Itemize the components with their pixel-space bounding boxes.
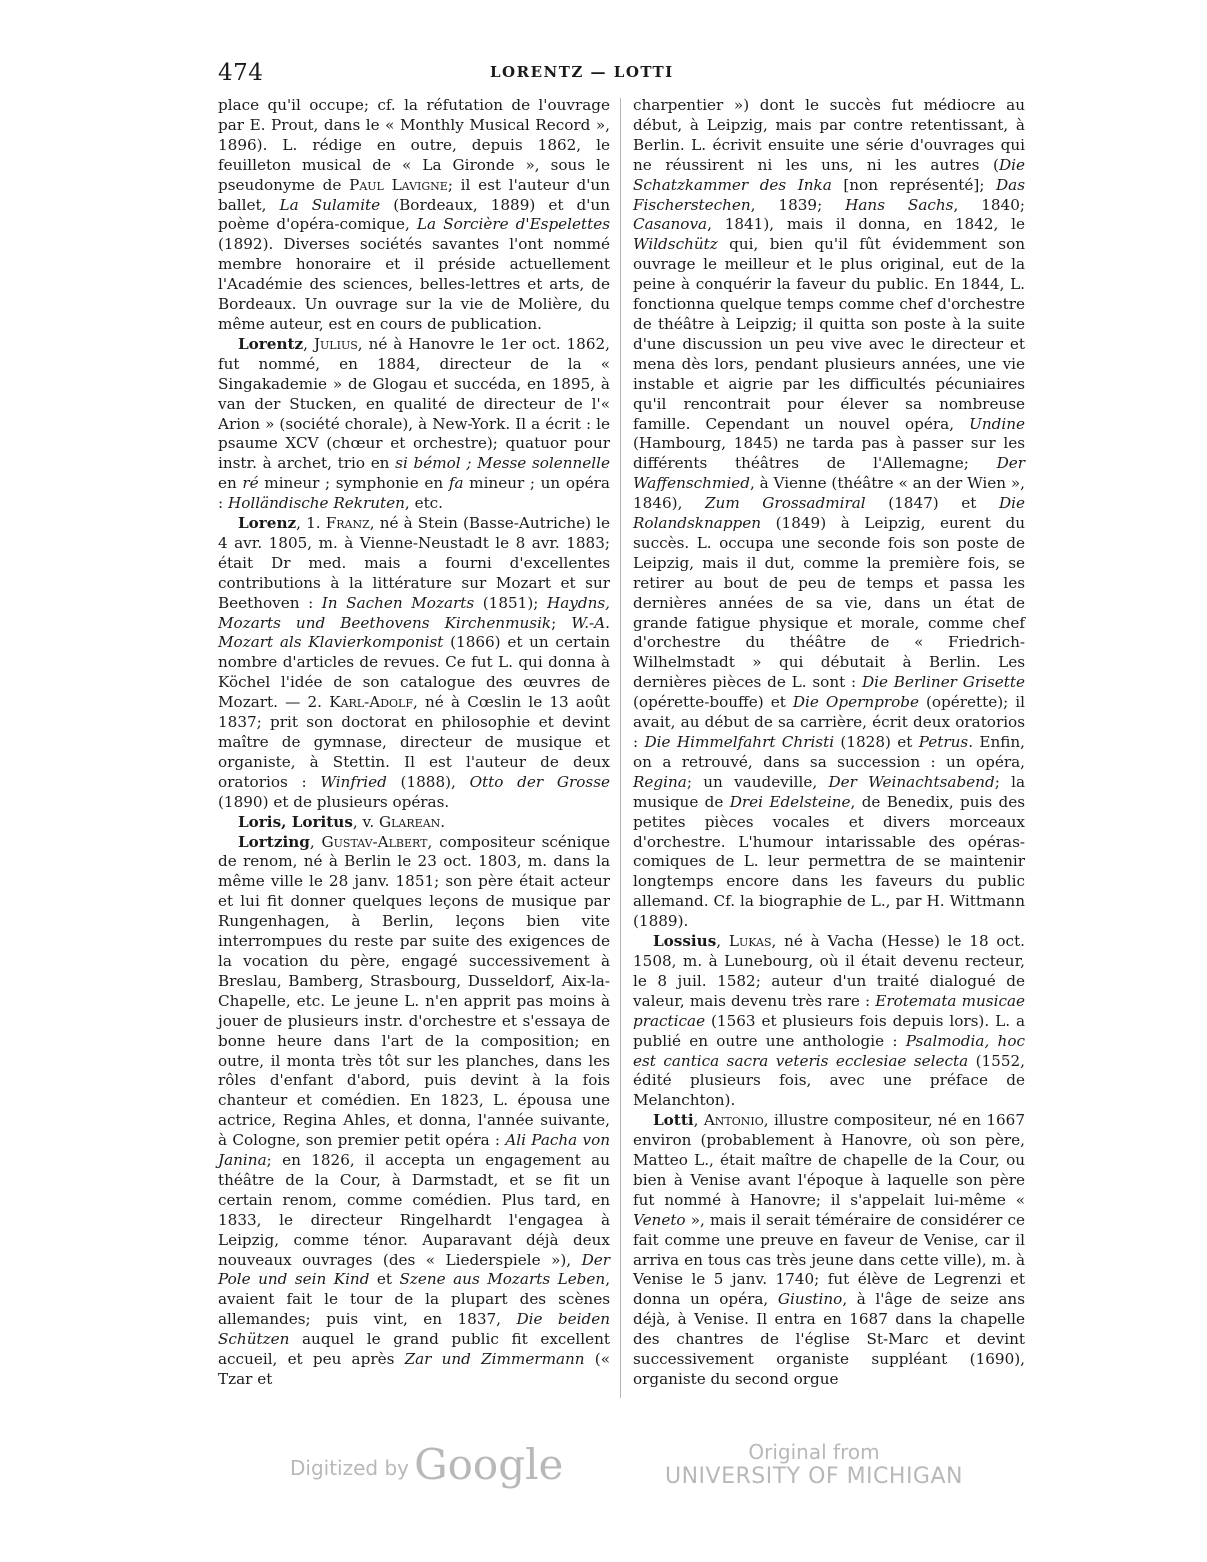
column-divider xyxy=(620,98,621,1398)
entry-lossius: Lossius, Lukas, né à Vacha (Hesse) le 18 oct. 1508, m. à Lunebourg, où il était devenu recteur, le 8 juil. 1582; auteur d'un traité dialogué de valeur, mais devenu très rare : Erotemata musicae practicae (1563 et plusieurs fois depuis lors). L. a publié en outre une anthologie : Psalmodia, hoc est cantica sacra veteris ecclesiae selecta (1552, édité plusieurs fois, avec une préface de Melanchton). xyxy=(633,932,1025,1110)
entry-lorenz: Lorenz, 1. Franz, né à Stein (Basse-Autriche) le 4 avr. 1805, m. à Vienne-Neustadt le 8 avr. 1883; était Dr med. mais a fourni d'excellentes contributions à la littérature sur Mozart et sur Beethoven : In Sachen Mozarts (1851); Haydns, Mozarts und Beethovens Kirchenmusik; W.-A. Mozart als Klavierkomponist (1866) et un certain nombre d'articles de revues. Ce fut L. qui donna à Köchel l'idée de son catalogue des œuvres de Mozart. — 2. Karl-Adolf, né à Cœslin le 13 août 1837; prit son doctorat en philosophie et devint maître de gymnase, directeur de musique et organiste, à Stettin. Il est l'auteur de deux oratorios : Winfried (1888), Otto der Grosse (1890) et de plusieurs opéras. xyxy=(218,514,610,811)
original-from-label: Original from xyxy=(748,1440,880,1464)
digitized-by-label: Digitized by xyxy=(290,1456,409,1480)
entry-lortzing: Lortzing, Gustav-Albert, compositeur scénique de renom, né à Berlin le 23 oct. 1803, m. dans la même ville le 28 janv. 1851; son père était acteur et lui fit donner quelques leçons de musique par Rungenhagen, à Berlin, leçons bien vite interrompues du reste par suite des exigences de la vocation du père, engagé successivement à Breslau, Bamberg, Strasbourg, Dusseldorf, Aix-la-Chapelle, etc. Le jeune L. n'en apprit pas moins à jouer de plusieurs instr. d'orchestre et s'essaya de bonne heure dans l'art de la composition; en outre, il monta très tôt sur les planches, dans les rôles d'enfant d'abord, puis devint à la fois chanteur et comédien. En 1823, L. épousa une actrice, Regina Ahles, et donna, l'année suivante, à Cologne, son premier petit opéra : Ali Pacha von Janina; en 1826, il accepta un engagement au théâtre de la Cour, à Darmstadt, et se fit un certain renom, comme comédien. Plus tard, en 1833, le directeur Ringelhardt l'engagea à Leipzig, comme ténor. Auparavant déjà deux nouveaux ouvrages (des « Liederspiele »), Der Pole und sein Kind et Szene aus Mozarts Leben, avaient fait le tour de la plupart des scènes allemandes; puis vint, en 1837, Die beiden Schützen auquel le grand public fit excellent accueil, et peu après Zar und Zimmermann (« Tzar et xyxy=(218,832,611,1388)
running-head: LORENTZ — LOTTI xyxy=(490,63,674,81)
right-column xyxy=(633,96,1025,1390)
source-watermark xyxy=(665,1440,963,1489)
google-watermark xyxy=(290,1440,563,1489)
entry-lorentz: Lorentz, Julius, né à Hanovre le 1er oct. 1862, fut nommé, en 1884, directeur de la « Singakademie » de Glogau et succéda, en 1895, à van der Stucken, en qualité de directeur de l'« Arion » (société chorale), à New-York. Il a écrit : le psaume XCV (chœur et orchestre); quatuor pour instr. à archet, trio en si bémol ; Messe solennelle en ré mineur ; symphonie en fa mineur ; un opéra : Holländische Rekruten, etc. xyxy=(218,334,611,513)
left-column xyxy=(218,96,610,1390)
entry-loris: Loris, Loritus, v. Glarean. xyxy=(238,812,446,831)
entry-lotti: Lotti, Antonio, illustre compositeur, né en 1667 environ (probablement à Hanovre, où son père, Matteo L., était maître de chapelle de la Cour, ou bien à Venise avant l'époque à laquelle son père fut nommé à Hanovre; il s'appelait lui-même « Veneto », mais il serait téméraire de considérer ce fait comme une preuve en faveur de Venise, car il arriva en tous cas très jeune dans cette ville), m. à Venise le 5 janv. 1740; fut élève de Legrenzi et donna un opéra, Giustino, à l'âge de seize ans déjà, à Venise. Il entra en 1687 dans la chapelle des chantres de l'église St-Marc et devint successivement organiste suppléant (1690), organiste du second orgue xyxy=(633,1111,1025,1388)
university-label: UNIVERSITY OF MICHIGAN xyxy=(665,1464,963,1489)
entry-continuation: place qu'il occupe; cf. la réfutation de l'ouvrage par E. Prout, dans le « Monthly Musical Record », 1896). L. rédige en outre, depuis 1862, le feuilleton musical de « La Gironde », sous le pseudonyme de Paul Lavigne; il est l'auteur d'un ballet, La Sulamite (Bordeaux, 1889) et d'un poème d'opéra-comique, La Sorcière d'Espelettes (1892). Diverses sociétés savantes l'ont nommé membre honoraire et il préside actuellement l'Académie des sciences, belles-lettres et arts, de Bordeaux. Un ouvrage sur la vie de Molière, du même auteur, est en cours de publication. xyxy=(218,96,611,333)
page-number: 474 xyxy=(218,60,264,86)
entry-lortzing-continued: charpentier ») dont le succès fut médiocre au début, à Leipzig, mais par contre retentissant, à Berlin. L. écrivit ensuite une série d'ouvrages qui ne réussirent ni les uns, ni les autres (Die Schatzkammer des Inka [non représenté]; Das Fischerstechen, 1839; Hans Sachs, 1840; Casanova, 1841), mais il donna, en 1842, le Wildschütz qui, bien qu'il fût évidemment son ouvrage le meilleur et le plus original, eut de la peine à conquérir la faveur du public. En 1844, L. fonctionna quelque temps comme chef d'orchestre de théâtre à Leipzig; il quitta son poste à la suite d'une discussion un peu vive avec le directeur et mena dès lors, pendant plusieurs années, une vie instable et aigrie par les difficultés pécuniaires qu'il rencontrait pour élever sa nombreuse famille. Cependant un nouvel opéra, Undine (Hambourg, 1845) ne tarda pas à passer sur les différents théâtres de l'Allemagne; Der Waffenschmied, à Vienne (théâtre « an der Wien », 1846), Zum Grossadmiral (1847) et Die Rolandsknappen (1849) à Leipzig, eurent du succès. L. occupa une seconde fois son poste de Leipzig, mais il dut, comme la première fois, se retirer au bout de peu de temps et passa les dernières années de sa vie, dans un état de grande fatigue physique et morale, comme chef d'orchestre du théâtre de « Friedrich-Wilhelmstadt » qui débutait à Berlin. Les dernières pièces de L. sont : Die Berliner Grisette (opérette-bouffe) et Die Opernprobe (opérette); il avait, au début de sa carrière, écrit deux oratorios : Die Himmelfahrt Christi (1828) et Petrus. Enfin, on a retrouvé, dans sa succession : un opéra, Regina; un vaudeville, Der Weinachtsabend; la musique de Drei Edelsteine, de Benedix, puis des petites pièces vocales et divers morceaux d'orchestre. L'humour intarissable des opéras-comiques de L. leur permettra de se maintenir longtemps encore dans les faveurs du public allemand. Cf. la biographie de L., par H. Wittmann (1889). xyxy=(633,96,1026,931)
google-logo: Google xyxy=(414,1440,564,1489)
